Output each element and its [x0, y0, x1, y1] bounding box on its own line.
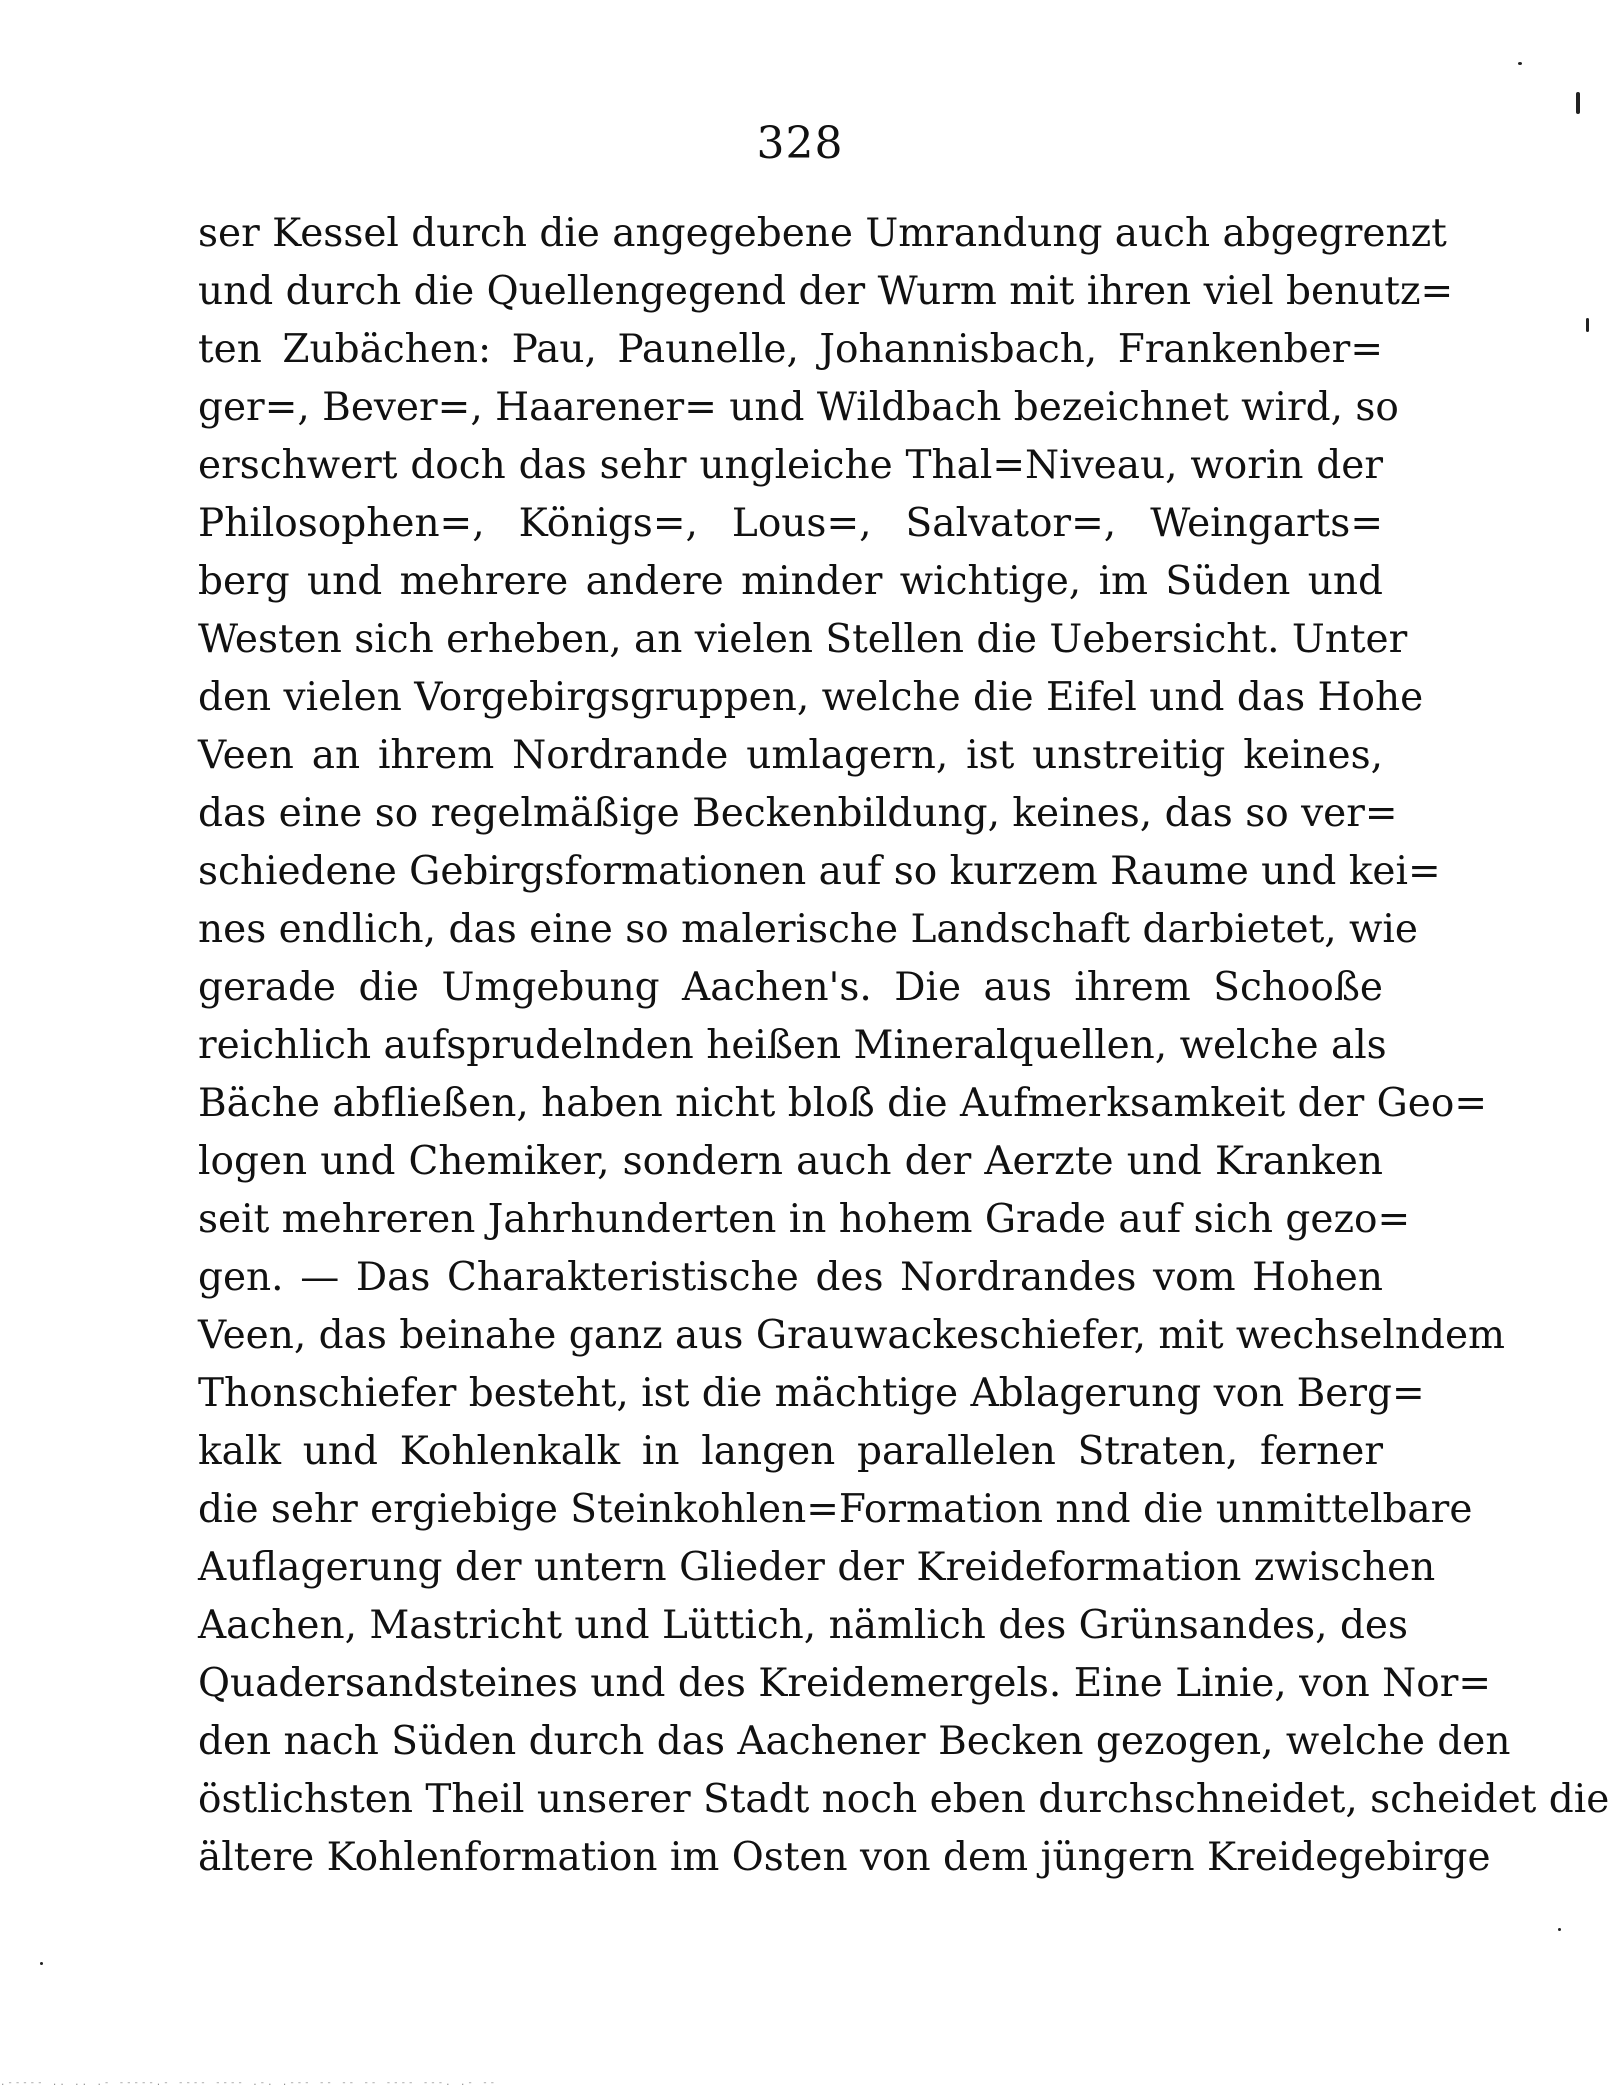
- text-line: ser Kessel durch die angegebene Umrandung auch abgegrenzt: [198, 211, 1447, 256]
- text-line: schiedene Gebirgsformationen auf so kurzem Raume und kei=: [198, 849, 1441, 894]
- scan-speck: [1518, 62, 1522, 65]
- text-line: östlichsten Theil unserer Stadt noch eben durchschneidet, scheidet die: [198, 1777, 1609, 1822]
- text-line: Veen, das beinahe ganz aus Grauwackeschiefer, mit wechselndem: [198, 1313, 1506, 1358]
- text-line: Auflagerung der untern Glieder der Kreideformation zwischen: [198, 1545, 1436, 1590]
- scan-speck: [40, 1962, 43, 1965]
- text-line: Thonschiefer besteht, ist die mächtige Ablagerung von Berg=: [198, 1371, 1425, 1416]
- body-text: [198, 205, 1609, 1887]
- text-line: Veen an ihrem Nordrande umlagern, ist unstreitig keines,: [198, 733, 1383, 778]
- text-line: berg und mehrere andere minder wichtige, im Süden und: [198, 559, 1383, 604]
- text-line: die sehr ergiebige Steinkohlen=Formation nnd die unmittelbare: [198, 1487, 1473, 1532]
- text-line: ten Zubächen: Pau, Paunelle, Johannisbach, Frankenber=: [198, 327, 1383, 372]
- text-line: Quadersandsteines und des Kreidemergels. Eine Linie, von Nor=: [198, 1661, 1492, 1706]
- text-line: das eine so regelmäßige Beckenbildung, keines, das so ver=: [198, 791, 1398, 836]
- text-line: ältere Kohlenformation im Osten von dem jüngern Kreidegebirge: [198, 1835, 1491, 1880]
- text-line: seit mehreren Jahrhunderten in hohem Grade auf sich gezo=: [198, 1197, 1411, 1242]
- text-line: und durch die Quellengegend der Wurm mit ihren viel benutz=: [198, 269, 1454, 314]
- scan-speck: [1576, 92, 1580, 114]
- text-line: Philosophen=, Königs=, Lous=, Salvator=, Weingarts=: [198, 501, 1383, 546]
- text-line: nes endlich, das eine so malerische Landschaft darbietet, wie: [198, 907, 1418, 952]
- text-line: den vielen Vorgebirgsgruppen, welche die Eifel und das Hohe: [198, 675, 1424, 720]
- text-line: reichlich aufsprudelnden heißen Mineralquellen, welche als: [198, 1023, 1387, 1068]
- text-line: Westen sich erheben, an vielen Stellen die Uebersicht. Unter: [198, 617, 1408, 662]
- text-line: logen und Chemiker, sondern auch der Aerzte und Kranken: [198, 1139, 1383, 1184]
- text-line: den nach Süden durch das Aachener Becken gezogen, welche den: [198, 1719, 1511, 1764]
- scan-speck: [1586, 318, 1589, 332]
- text-line: gerade die Umgebung Aachen's. Die aus ihrem Schooße: [198, 965, 1383, 1010]
- text-line: kalk und Kohlenkalk in langen parallelen Straten, ferner: [198, 1429, 1383, 1474]
- scan-edge-artifact: .----- .. .. .- -----.- ---- ---- .-. .--- -- -- -- ---- ---. .- --: [0, 2078, 498, 2088]
- text-line: Aachen, Mastricht und Lüttich, nämlich des Grünsandes, des: [198, 1603, 1409, 1648]
- text-line: Bäche abfließen, haben nicht bloß die Aufmerksamkeit der Geo=: [198, 1081, 1488, 1126]
- text-line: gen. — Das Charakteristische des Nordrandes vom Hohen: [198, 1255, 1383, 1300]
- text-line: ger=, Bever=, Haarener= und Wildbach bezeichnet wird, so: [198, 385, 1399, 430]
- scan-speck: [1558, 1928, 1561, 1931]
- text-line: erschwert doch das sehr ungleiche Thal=Niveau, worin der: [198, 443, 1383, 488]
- page-number: 328: [756, 118, 844, 169]
